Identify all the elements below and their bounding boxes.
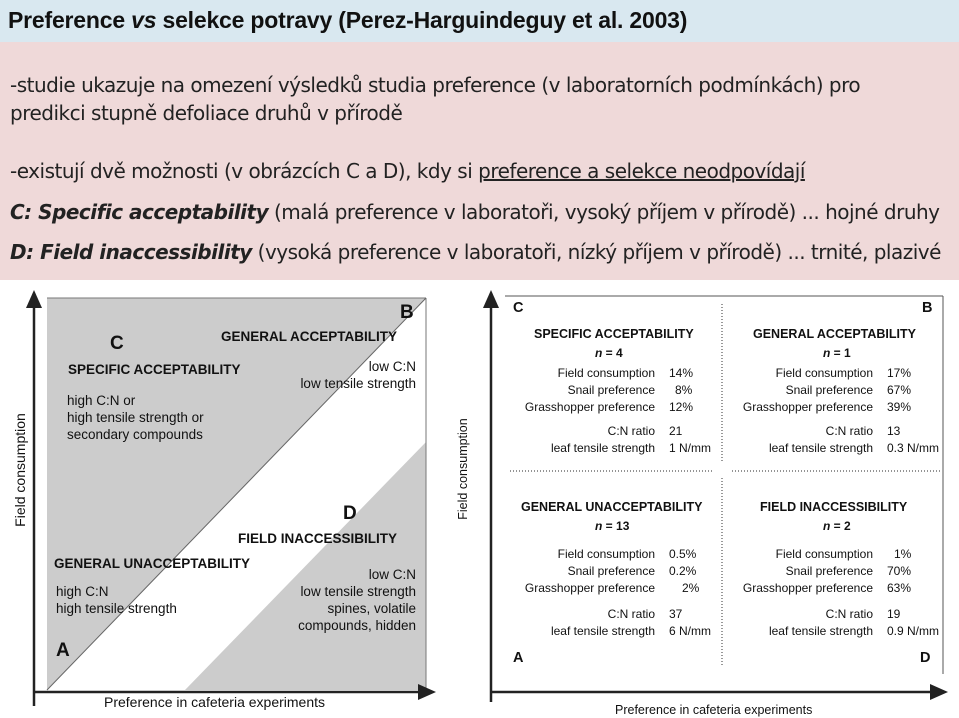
- left-general-acceptability-desc: low C:N low tensile strength: [300, 359, 416, 391]
- right-diagram: [450, 282, 959, 718]
- right-letter-d: D: [920, 650, 931, 666]
- quadrant-c-label-cn: C:N ratio: [607, 424, 655, 438]
- quadrant-b-label-field: Field consumption: [775, 366, 873, 380]
- left-specific-acceptability-desc: high C:N or high tensile strength or secondary compounds: [67, 393, 204, 442]
- quadrant-c-title: SPECIFIC ACCEPTABILITY: [534, 327, 694, 341]
- right-y-axis-label: Field consumption: [456, 418, 470, 520]
- quadrant-b-label-snail: Snail preference: [785, 383, 873, 397]
- quadrant-a-value-field: 0.5%: [669, 547, 697, 561]
- underlined-phrase: preference a selekce neodpovídají: [478, 159, 805, 183]
- left-letter-d: D: [343, 503, 357, 524]
- right-letter-c: C: [513, 300, 524, 316]
- body-line-1: -studie ukazuje na omezení výsledků studia preference (v laboratorních podmínkách) pro: [10, 73, 861, 97]
- quadrant-b-label-cn: C:N ratio: [825, 424, 873, 438]
- quadrant-c-value-cn: 21: [669, 424, 683, 438]
- quadrant-a-value-tensile: 6 N/mm: [669, 624, 711, 638]
- quadrant-a-label-grasshopper: Grasshopper preference: [524, 581, 655, 595]
- left-general-acceptability: GENERAL ACCEPTABILITY: [221, 329, 398, 344]
- quadrant-b-value-tensile: 0.3 N/mm: [887, 441, 940, 455]
- quadrant-c-label-tensile: leaf tensile strength: [550, 441, 655, 455]
- slide-title: Preference vs selekce potravy (Perez-Harguindeguy et al. 2003): [8, 7, 688, 33]
- quadrant-a-label-snail: Snail preference: [567, 564, 655, 578]
- quadrant-c-value-field: 14%: [669, 366, 694, 380]
- left-letter-a: A: [56, 640, 70, 661]
- left-general-unacceptability: GENERAL UNACCEPTABILITY: [54, 556, 251, 571]
- quadrant-d-n: n = 2: [823, 519, 851, 533]
- left-letter-b: B: [400, 302, 414, 323]
- right-letter-a: A: [513, 650, 524, 666]
- quadrant-d-label-tensile: leaf tensile strength: [768, 624, 873, 638]
- quadrant-c-n: n = 4: [595, 346, 623, 360]
- quadrant-d-value-tensile: 0.9 N/mm: [887, 624, 940, 638]
- body-line-5: D: Field inaccessibility (vysoká preference v laboratoři, nízký příjem v přírodě) ... trnité, plazivé: [10, 240, 941, 264]
- quadrant-a-n: n = 13: [595, 519, 630, 533]
- body-line-4: C: Specific acceptability (malá preference v laboratoři, vysoký příjem v přírodě) ... hojné druhy: [10, 200, 940, 224]
- quadrant-a-label-cn: C:N ratio: [607, 607, 655, 621]
- quadrant-b-title: GENERAL ACCEPTABILITY: [753, 327, 916, 341]
- x-axis-arrowhead: [930, 684, 948, 700]
- quadrant-c-value-grasshopper: 12%: [669, 400, 694, 414]
- quadrant-c-value-snail: 8%: [675, 383, 693, 397]
- left-field-inaccessibility-desc: low C:N low tensile strength spines, volatile compounds, hidden: [298, 567, 416, 633]
- body-line-2: predikci stupně defoliace druhů v přírodě: [10, 101, 403, 125]
- left-letter-c: C: [110, 333, 124, 354]
- left-y-axis-label: Field consumption: [12, 413, 28, 527]
- quadrant-d-label-snail: Snail preference: [785, 564, 873, 578]
- quadrant-b-label-tensile: leaf tensile strength: [768, 441, 873, 455]
- left-diagram: [0, 282, 440, 718]
- right-letter-b: B: [922, 300, 933, 316]
- quadrant-b-value-grasshopper: 39%: [887, 400, 912, 414]
- title-bar: [0, 0, 959, 42]
- quadrant-d-value-snail: 70%: [887, 564, 912, 578]
- left-x-axis-label: Preference in cafeteria experiments: [104, 694, 325, 710]
- y-axis-arrowhead: [26, 290, 42, 308]
- quadrant-d-value-grasshopper: 63%: [887, 581, 912, 595]
- quadrant-c-label-grasshopper: Grasshopper preference: [524, 400, 655, 414]
- quadrant-a-label-tensile: leaf tensile strength: [550, 624, 655, 638]
- quadrant-c-label-field: Field consumption: [557, 366, 655, 380]
- quadrant-d-label-cn: C:N ratio: [825, 607, 873, 621]
- left-specific-acceptability: SPECIFIC ACCEPTABILITY: [68, 362, 241, 377]
- quadrant-b-value-field: 17%: [887, 366, 912, 380]
- y-axis-arrowhead: [483, 290, 499, 308]
- quadrant-a-title: GENERAL UNACCEPTABILITY: [521, 500, 703, 514]
- quadrant-d-value-cn: 19: [887, 607, 901, 621]
- quadrant-a-value-snail: 0.2%: [669, 564, 697, 578]
- quadrant-d-label-grasshopper: Grasshopper preference: [742, 581, 873, 595]
- quadrant-b-n: n = 1: [823, 346, 851, 360]
- right-x-axis-label: Preference in cafeteria experiments: [615, 703, 813, 717]
- quadrant-a-label-field: Field consumption: [557, 547, 655, 561]
- quadrant-d-value-field: 1%: [894, 547, 912, 561]
- quadrant-c-label-snail: Snail preference: [567, 383, 655, 397]
- body-line-3: -existují dvě možnosti (v obrázcích C a D), kdy si preference a selekce neodpovídají: [10, 159, 805, 183]
- quadrant-d-label-field: Field consumption: [775, 547, 873, 561]
- x-axis-arrowhead: [418, 684, 436, 700]
- quadrant-b-label-grasshopper: Grasshopper preference: [742, 400, 873, 414]
- quadrant-a-value-grasshopper: 2%: [682, 581, 700, 595]
- text-block: [0, 42, 959, 280]
- quadrant-b-value-snail: 67%: [887, 383, 912, 397]
- left-general-unacceptability-desc: high C:N high tensile strength: [56, 584, 177, 616]
- quadrant-b-value-cn: 13: [887, 424, 901, 438]
- left-field-inaccessibility: FIELD INACCESSIBILITY: [238, 531, 398, 546]
- quadrant-a-value-cn: 37: [669, 607, 683, 621]
- quadrant-d-title: FIELD INACCESSIBILITY: [760, 500, 908, 514]
- quadrant-c-value-tensile: 1 N/mm: [669, 441, 711, 455]
